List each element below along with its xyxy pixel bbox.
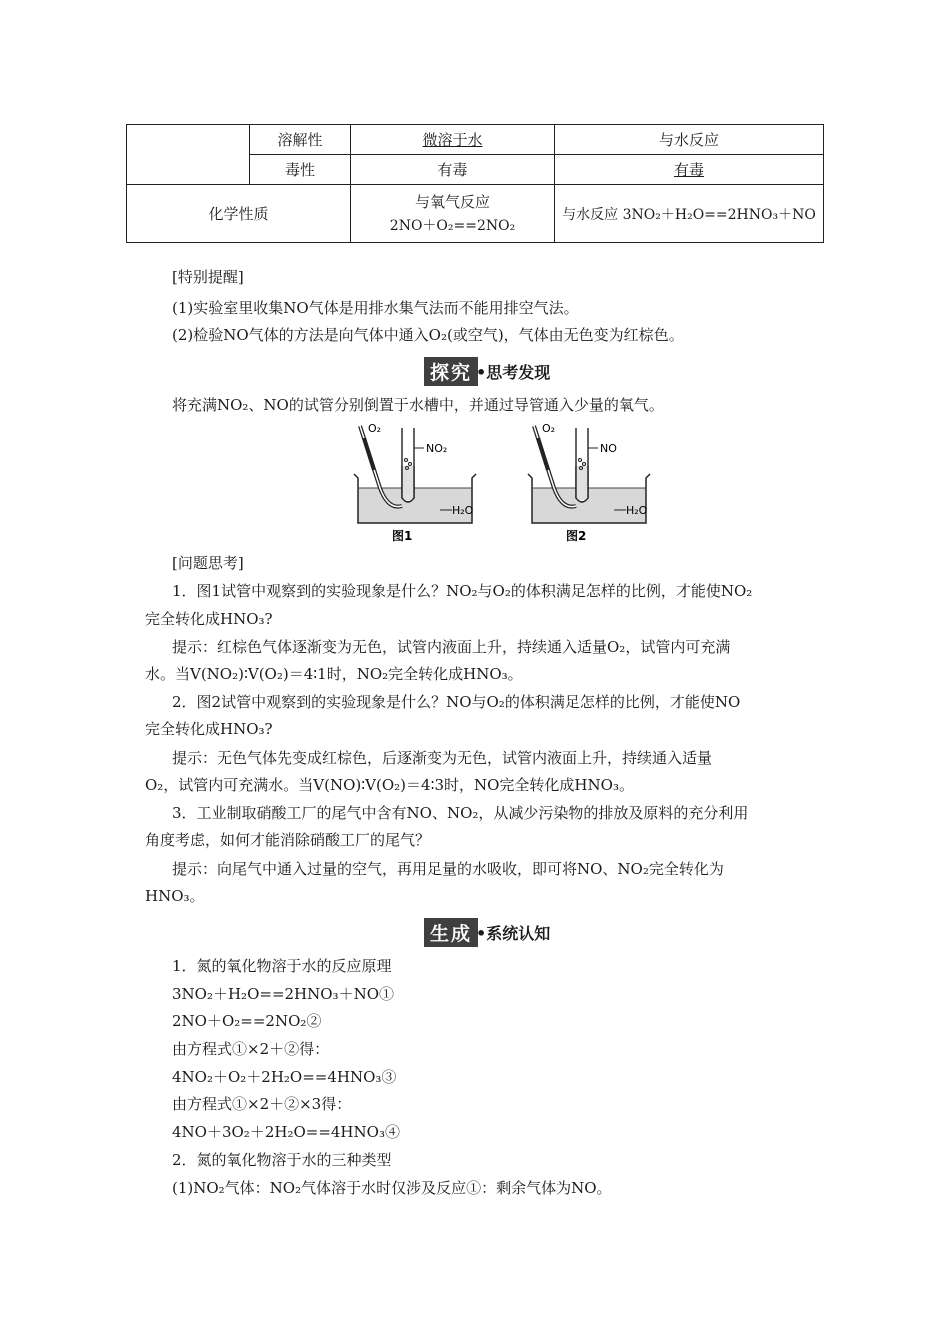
table-cell-no2: 有毒 <box>555 155 824 185</box>
answer-text: HNO₃。 <box>145 887 205 905</box>
question-text: 3．工业制取硝酸工厂的尾气中含有NO、NO₂，从减少污染物的排放及原料的充分利用 <box>172 804 749 822</box>
figure-1 <box>354 422 476 543</box>
equation: 2NO＋O₂==2NO₂② <box>172 1012 322 1030</box>
answer-text: O₂，试管内可充满水。当V(NO)∶V(O₂)＝4∶3时，NO完全转化成HNO₃。 <box>145 776 634 794</box>
fig2-o2-label: O₂ <box>542 422 556 435</box>
fig1-water-label: H₂O <box>452 504 474 517</box>
reminder-item: (2)检验NO气体的方法是向气体中通入O₂(或空气)，气体由无色变为红棕色。 <box>172 326 684 344</box>
system-line: 由方程式①×2＋②×3得： <box>172 1095 352 1113</box>
answer-text: 水。当V(NO₂)∶V(O₂)＝4∶1时，NO₂完全转化成HNO₃。 <box>145 665 523 683</box>
experiment-figures <box>340 418 660 548</box>
section-title-explore: •思考发现 <box>476 363 551 382</box>
figure-2 <box>528 422 650 543</box>
table-cell-prop: 毒性 <box>250 155 351 185</box>
explore-intro: 将充满NO₂、NO的试管分别倒置于水槽中，并通过导管通入少量的氧气。 <box>172 396 664 414</box>
fig2-water-label: H₂O <box>626 504 648 517</box>
properties-table <box>126 124 824 243</box>
reminder-heading: [特别提醒] <box>172 268 244 286</box>
equation: 4NO₂＋O₂＋2H₂O==4HNO₃③ <box>172 1068 397 1086</box>
fig2-gas-label: NO <box>600 442 617 455</box>
table-cell-no2: 与水反应 <box>555 125 824 155</box>
system-line: (1)NO₂气体：NO₂气体溶于水时仅涉及反应①：剩余气体为NO。 <box>172 1179 612 1197</box>
questions-heading: [问题思考] <box>172 554 244 572</box>
fig1-o2-label: O₂ <box>368 422 382 435</box>
table-cell-chem-label: 化学性质 <box>127 185 351 243</box>
fig1-gas-label: NO₂ <box>426 442 448 455</box>
system-line: 由方程式①×2＋②得： <box>172 1040 330 1058</box>
question-text: 2．图2试管中观察到的实验现象是什么？NO与O₂的体积满足怎样的比例，才能使NO <box>172 693 741 711</box>
table-cell-no: 微溶于水 <box>351 125 555 155</box>
answer-text: 提示：无色气体先变成红棕色，后逐渐变为无色，试管内液面上升，持续通入适量 <box>172 749 713 767</box>
table-cell-no-reaction: 与氧气反应 2NO＋O₂==2NO₂ <box>351 185 555 243</box>
question-text: 完全转化成HNO₃? <box>145 720 273 738</box>
question-text: 1．图1试管中观察到的实验现象是什么？NO₂与O₂的体积满足怎样的比例，才能使NO₂ <box>172 582 753 600</box>
fig2-caption: 图2 <box>566 529 587 543</box>
section-badge-generate: 生成 <box>424 918 478 947</box>
reminder-item: (1)实验室里收集NO气体是用排水集气法而不能用排空气法。 <box>172 299 579 317</box>
table-cell-prop: 溶解性 <box>250 125 351 155</box>
answer-text: 提示：红棕色气体逐渐变为无色，试管内液面上升，持续通入适量O₂，试管内可充满 <box>172 638 731 656</box>
table-cell-no: 有毒 <box>351 155 555 185</box>
fig1-caption: 图1 <box>392 529 413 543</box>
equation: 4NO＋3O₂＋2H₂O==4HNO₃④ <box>172 1123 400 1141</box>
equation: 3NO₂＋H₂O==2HNO₃＋NO① <box>172 985 394 1003</box>
section-badge-explore: 探究 <box>424 357 478 386</box>
system-line: 1．氮的氧化物溶于水的反应原理 <box>172 957 392 975</box>
system-line: 2．氮的氧化物溶于水的三种类型 <box>172 1151 392 1169</box>
question-text: 完全转化成HNO₃? <box>145 610 273 628</box>
question-text: 角度考虑，如何才能消除硝酸工厂的尾气？ <box>145 831 431 849</box>
table-empty-cell <box>127 125 250 185</box>
answer-text: 提示：向尾气中通入过量的空气，再用足量的水吸收，即可将NO、NO₂完全转化为 <box>172 860 724 878</box>
table-cell-no2-reaction: 与水反应 3NO₂＋H₂O==2HNO₃＋NO <box>555 185 824 243</box>
section-title-generate: •系统认知 <box>476 924 551 943</box>
